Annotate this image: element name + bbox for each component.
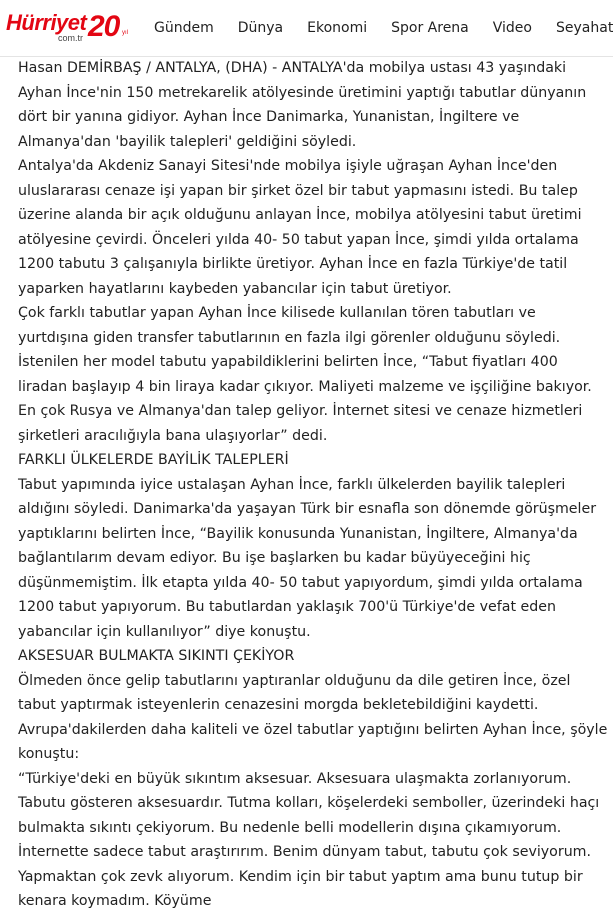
site-header: [0, 0, 613, 57]
article-paragraph: Çok farklı tabutlar yapan Ayhan İnce kilisede kullanılan tören tabutları ve yurtdışına giden transfer tabutlarının en fazla ilgi görenler olduğunu söyledi. İstenilen her model tabutu yapabildiklerini belirten İnce, “Tabut fiyatları 400 liradan başlayıp 4 bin liraya kadar çıkıyor. Maliyeti malzeme ve işçiliğine bakıyor. En çok Rusya ve Almanya'dan talep geliyor. İnternet sitesi ve cenaze hizmetleri şirketleri aracılığıyla bana ulaşıyorlar” dedi.: [18, 305, 592, 444]
article-paragraph: Tabut yapımında iyice ustalaşan Ayhan İnce, farklı ülkelerden bayilik talepleri aldığını söyledi. Danimarka'da yaşayan Türk bir esnafla son dönemde görüşmeler yaptıklarını belirten İnce, “Bayilik konusunda Yunanistan, İngiltere, Almanya'da bağlantılarım devam ediyor. Bu işe başlarken bu kadar büyüyeceğini hiç düşünmemiştim. İlk etapta yılda 40- 50 tabut yapıyordum, şimdi yılda ortalama 1200 tabut yapıyorum. Bu tabutlardan yaklaşık 700'ü Türkiye'de vefat eden yabancılar için kullanılıyor” diye konuştu.: [18, 476, 597, 640]
nav-item-dunya[interactable]: Dünya: [237, 20, 284, 36]
hurriyet-logo[interactable]: [6, 10, 132, 46]
article-paragraph: Hasan DEMİRBAŞ / ANTALYA, (DHA) - ANTALYA'da mobilya ustası 43 yaşındaki Ayhan İnce'nin 150 metrekarelik atölyesinde üretimini yaptığı tabutlar dünyanın dört bir yanına gidiyor. Ayhan İnce Danimarka, Yunanistan, İngiltere ve Almanya'dan 'bayilik talepleri' geldiğini söyledi.: [18, 60, 587, 150]
nav-item-ekonomi[interactable]: Ekonomi: [307, 20, 368, 36]
nav-item-seyahat[interactable]: Seyahat: [556, 20, 613, 36]
article-subheading: AKSESUAR BULMAKTA SIKINTI ÇEKİYOR: [18, 648, 295, 664]
main-nav: [150, 0, 613, 56]
article-body: [18, 56, 608, 914]
logo-anniversary-suffix: yıl: [122, 30, 128, 36]
article-paragraph: Ölmeden önce gelip tabutlarını yaptıranlar olduğunu da dile getiren İnce, özel tabut yaptırmak isteyenlerin cenazesini morgda bekletebildiğini kaydetti. Avrupa'dakilerden daha kaliteli ve özel tabutlar yaptığını belirten Ayhan İnce, şöyle konuştu:: [18, 672, 608, 762]
article-paragraph: Antalya'da Akdeniz Sanayi Sitesi'nde mobilya işiyle uğraşan Ayhan İnce'den uluslararası cenaze işi yapan bir şirket özel bir tabut yapmasını istedi. Bu talep üzerine alanda bir açık olduğunu anlayan İnce, mobilya atölyesini tabut üretimi atölyesine çevirdi. Önceleri yılda 40- 50 tabut yapan İnce, şimdi yılda ortalama 1200 tabutu 3 çalışanıyla birlikte üretiyor. Ayhan İnce en fazla Türkiye'de tatil yaparken hayatlarını kaybeden yabancılar için tabut üretiyor.: [18, 158, 582, 297]
nav-item-spor-arena[interactable]: Spor Arena: [391, 20, 469, 36]
article-subheading: FARKLI ÜLKELERDE BAYİLİK TALEPLERİ: [18, 452, 289, 468]
logo-anniversary-number: 20: [88, 10, 120, 43]
nav-item-gundem[interactable]: Gündem: [154, 20, 214, 36]
logo-domain-text: com.tr: [58, 33, 84, 43]
logo-brand-text: Hürriyet: [6, 10, 87, 35]
nav-item-video[interactable]: Video: [492, 20, 532, 36]
article-paragraph: “Türkiye'deki en büyük sıkıntım aksesuar. Aksesuara ulaşmakta zorlanıyorum. Tabutu gösteren aksesuardır. Tutma kolları, köşelerdeki semboller, üzerindeki haçı bulmakta sıkıntı çekiyorum. Bu nedenle belli modellerin dışına çıkamıyorum. İnternette sadece tabut araştırırım. Benim dünyam tabut, tabutu çok seviyorum. Yapmaktan çok zevk alıyorum. Kendim için bir tabut yaptım ama bunu tutup bir kenara koymadım. Köyüme: [18, 770, 600, 909]
